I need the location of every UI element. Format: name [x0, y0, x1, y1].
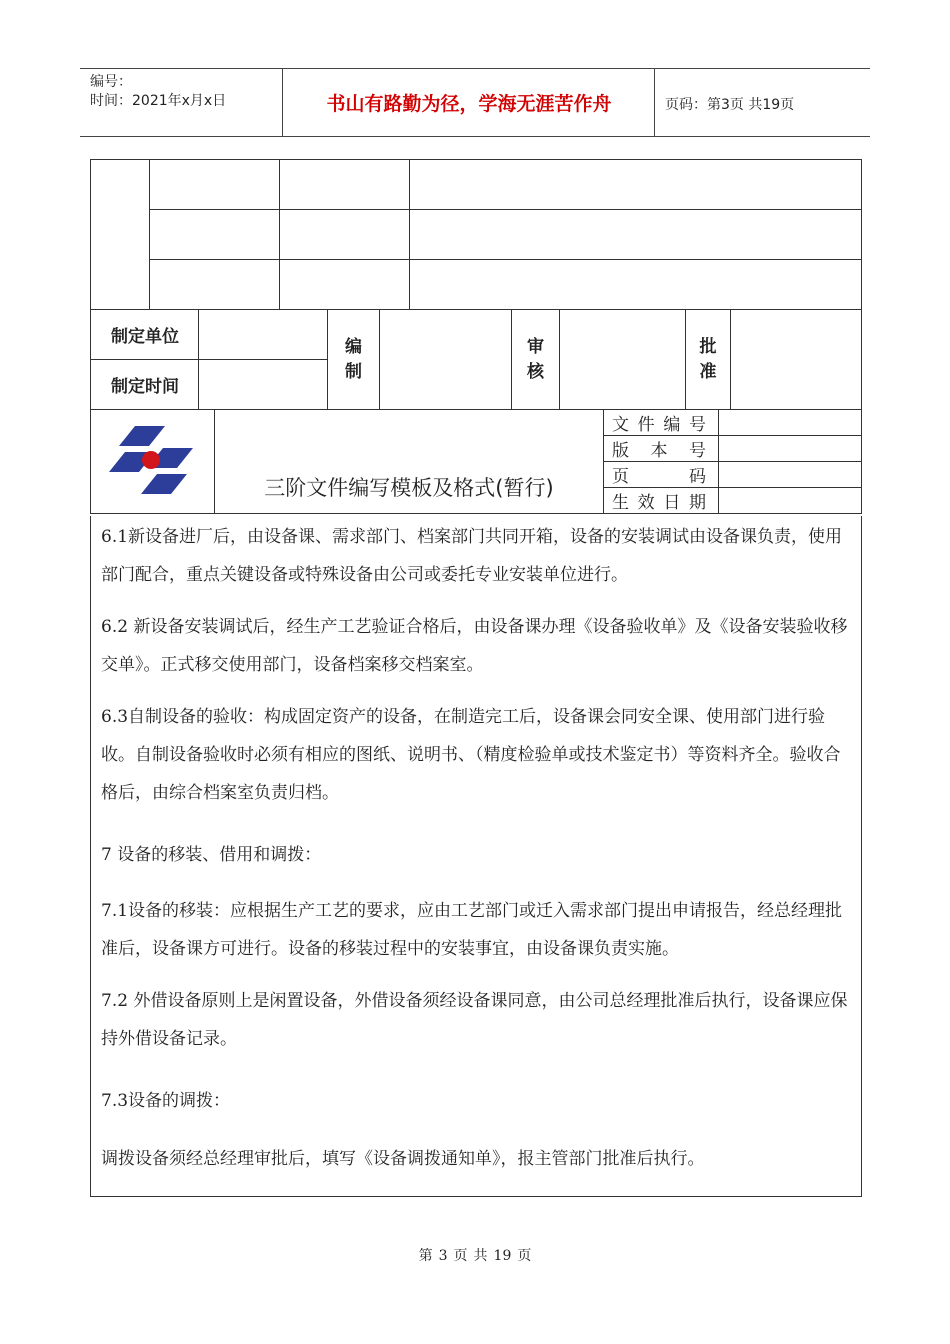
review-label	[512, 310, 560, 410]
meta-label-version: 版本号	[604, 436, 719, 462]
paragraph: 7.3设备的调拨：	[101, 1091, 231, 1111]
header-divider	[654, 69, 655, 136]
header-divider	[282, 69, 283, 136]
company-logo-icon	[105, 424, 201, 496]
paragraph: 调拨设备须经总经理审批后，填写《设备调拨通知单》，报主管部门批准后执行。	[101, 1149, 705, 1169]
blank-cell	[280, 160, 410, 210]
compile-value	[380, 310, 512, 410]
compile-label	[328, 310, 380, 410]
approve-char: 批	[699, 336, 717, 357]
time-label: 制定时间	[91, 360, 199, 410]
paragraph: 7.1设备的移装：应根据生产工艺的要求，应由工艺部门或迁入需求部门提出申请报告，经总经理批准后，设备课方可进行。设备的移装过程中的安装事宜，由设备课负责实施。	[101, 901, 843, 959]
paragraph: 6.3自制设备的验收：构成固定资产的设备，在制造完工后，设备课会同安全课、使用部门进行验收。自制设备验收时必须有相应的图纸、说明书、（精度检验单或技术鉴定书）等资料齐全。验收合格后，由综合档案室负责归档。	[101, 707, 841, 803]
meta-label-doc-number: 文件编号	[604, 410, 719, 436]
approve-label	[686, 310, 731, 410]
signoff-table	[90, 309, 862, 410]
date-label: 时间：2021年x月x日	[90, 93, 227, 109]
document-title: 三阶文件编写模板及格式(暂行)	[215, 462, 604, 514]
footer-part: 第	[418, 1248, 433, 1264]
blank-cell	[410, 260, 862, 310]
page-header	[80, 68, 870, 137]
meta-value-version	[719, 436, 862, 462]
review-value	[560, 310, 686, 410]
footer-part: 共	[473, 1248, 488, 1264]
blank-cell	[150, 210, 280, 260]
page-footer	[0, 1245, 950, 1265]
compile-char: 制	[345, 361, 362, 382]
compile-char: 编	[345, 336, 362, 357]
header-page-number: 页码：第3页 共19页	[665, 97, 795, 113]
review-char: 审	[527, 336, 544, 357]
header-motto: 书山有路勤为径，学海无涯苦作舟	[326, 93, 612, 115]
meta-value-doc-number	[719, 410, 862, 436]
blank-cell	[410, 160, 862, 210]
footer-part: 19	[493, 1248, 512, 1264]
paragraph: 7.2 外借设备原则上是闲置设备，外借设备须经设备课同意，由公司总经理批准后执行，设备课应保持外借设备记录。	[101, 991, 848, 1049]
time-value	[199, 360, 328, 410]
footer-part: 3	[438, 1248, 448, 1264]
unit-value	[199, 310, 328, 360]
blank-cell	[150, 160, 280, 210]
meta-label-page: 页码	[604, 462, 719, 488]
blank-cell	[410, 210, 862, 260]
blank-cell	[150, 260, 280, 310]
approve-char: 准	[699, 361, 717, 382]
title-upper-cell	[215, 410, 604, 462]
document-info-table	[90, 409, 862, 514]
blank-grid-table	[90, 159, 862, 310]
paragraph: 7 设备的移装、借用和调拨：	[101, 845, 322, 865]
paragraph: 6.2 新设备安装调试后，经生产工艺验证合格后，由设备课办理《设备验收单》及《设备安装验收移交单》。正式移交使用部门，设备档案移交档案室。	[101, 617, 848, 675]
review-char: 核	[527, 361, 544, 382]
header-meta	[90, 73, 226, 111]
footer-part: 页	[517, 1248, 532, 1264]
meta-value-effective-date	[719, 488, 862, 514]
code-label: 编号：	[90, 74, 132, 90]
blank-cell	[91, 160, 150, 310]
unit-label: 制定单位	[91, 310, 199, 360]
approve-value	[731, 310, 862, 410]
body-content	[90, 516, 862, 1197]
logo-cell	[91, 410, 215, 514]
meta-label-effective-date: 生效日期	[604, 488, 719, 514]
footer-part: 页	[453, 1248, 468, 1264]
paragraph: 6.1新设备进厂后，由设备课、需求部门、档案部门共同开箱，设备的安装调试由设备课负责，使用部门配合，重点关键设备或特殊设备由公司或委托专业安装单位进行。	[101, 527, 843, 585]
blank-cell	[280, 260, 410, 310]
meta-value-page	[719, 462, 862, 488]
blank-cell	[280, 210, 410, 260]
